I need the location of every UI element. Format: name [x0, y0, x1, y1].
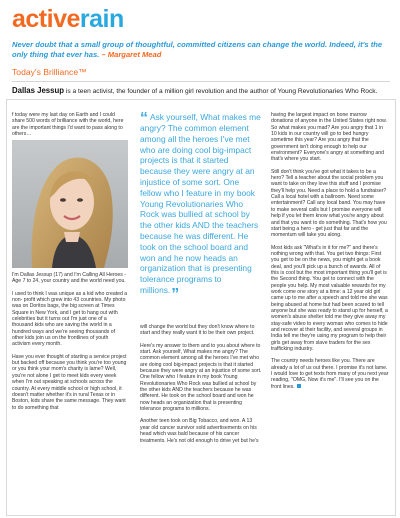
- activerain-logo[interactable]: [12, 6, 124, 32]
- article-paragraph: Another teen took on Big Tobacco, and won. A 13 year old cancer survivor sold advertisements on his head which was bald because of his cancer treatments. He's not old enough to drive yet but he's: [140, 418, 259, 444]
- column-3: [271, 112, 389, 396]
- intro-name: Dallas Jessup: [12, 86, 65, 95]
- pull-quote: [140, 110, 262, 303]
- pull-quote-text: Ask yourself, What makes me angry? The common element among all the heroes I've met who are doing cool big-impact projects is that it started because they were angry at an injustice of some sort. One fellow who I feature in my book Young Revolutionaries Who Rock was bullied at school by the other kids AND the teachers because he was different. He took on the school board and won and he now heads an organization that is presenting tolerance programs to millions.: [140, 112, 261, 295]
- close-quote-icon: ”: [171, 285, 180, 303]
- column-1: [12, 272, 128, 417]
- article-paragraph: will change the world but they don't know where to start and they really want it to be their own project.: [140, 324, 255, 337]
- article-paragraph: I used to think I was unique as a kid who created a non- profit which grew into 43 countries. My photo was on Doritos bags, the big screen at Times Square in New York, and I get to hang out with celebrities but it turns out I'm just one of a thousand kids who are saving the world in a hundred ways and we're seeing thousands of other kids join us on the frontlines of youth activism every month.: [12, 290, 128, 348]
- author-photo: [12, 140, 128, 268]
- open-quote-icon: “: [140, 110, 148, 127]
- quote-author: – Margaret Mead: [101, 50, 162, 59]
- article-paragraph: Have you ever thought of starting a service project but backed off because you think you're too young or you think your mom's charity is lame? Well, you're not alone I get to meet kids every week when I'm out speaking at schools across the country. At every middle school or high school, it doesn't matter whether it's in rural Texas or in Boston, kids share the same message. They want to do something that: [12, 353, 127, 411]
- intro-line: [12, 86, 392, 96]
- article-paragraph-final: [271, 358, 389, 390]
- section-title: Today's Brilliance™: [12, 67, 87, 77]
- closing-text: The country needs heroes like you. There are already a lot of us out there. I promise it's not lame. I would love to get texts from many of you next year reading, "OMG, Now it's me". I'll see you on the front lines.: [271, 358, 389, 390]
- article-paragraph: Still don't think you've got what it takes to be a hero? Tell a teacher about the social problem you want to take on they love this stuff and I promise they'll help you. Need a place to hold a fundraiser? Call a local hotel with a ballroom. Need some entertainment? Call any local band. You may have to make several calls but I promise everyone will help if you let them know what you're angry about and that you want to do something. That's how you start being a hero - get just that far and the momentum will take you along.: [271, 168, 387, 239]
- article-paragraph: Here's my answer to them and to you about where to start. Ask yourself, What makes me angry? The common element among all the heroes I've met who are doing cool big-impact projects is that it started because they were angry at an injustice of some sort. One fellow who I feature in my book Young Revolutionaries Who Rock was bullied at school by the other kids AND the teachers because he was different. He took on the school board and won he now heads an organization that is presenting tolerance programs to millions.: [140, 342, 262, 413]
- lead-paragraph: f today were my last day on Earth and I could share 500 words of brilliance with the world, here are the important things I'd want to pass along to others…: [12, 112, 124, 138]
- column-2: [140, 324, 262, 450]
- header-quote: [12, 40, 390, 60]
- photo-caption: I'm Dallas Jessup (17) and I'm Calling All Heroes - Age 7 to 24, your country and the world need you.: [12, 272, 126, 285]
- intro-text: is a teen activist, the founder of a million girl revolution and the author of Young Revolutionaries Who Rock.: [64, 88, 378, 95]
- article-paragraph: having the largest impact on bone marrow donations of anyone in the United States right now. So what makes you mad? Are you angry that 1 in 10 kids in our country will go to bed hungry sometime this year? Are you angry that the government isn't doing enough to help our environment? Everyone's angry at something and that's where you start.: [271, 112, 388, 163]
- logo-word-rain: rain: [79, 5, 124, 33]
- logo-word-active: active: [12, 5, 80, 33]
- end-mark-icon: [297, 384, 301, 388]
- quote-text: Never doubt that a small group of thoughtful, committed citizens can change the world. Indeed, it's the only thing that ever has.: [12, 40, 383, 59]
- column-1-lead: [12, 112, 128, 137]
- divider: [12, 81, 390, 82]
- article-paragraph: Most kids ask "What's in it for me?" and there's nothing wrong with that. You get two things: First you get to be on the news, you might get a book deal, and you'll pick up a bunch of awards. All of this is cool but the most important thing you'll get is the Second thing. You get to connect with the people you help. My most valuable rewards for my work come one story at a time: a 12 year old girl came up to me after a speech and told me she was being abused at home but had been scared to tell anyone but she was ready to stand up for herself, a women's abuse shelter told me they give away my stay-safe video to every woman who comes to hide and recover at their facility, and several groups in India tell me they're using my program to help their girls get away from slave traders for the sex trafficking industry.: [271, 244, 388, 353]
